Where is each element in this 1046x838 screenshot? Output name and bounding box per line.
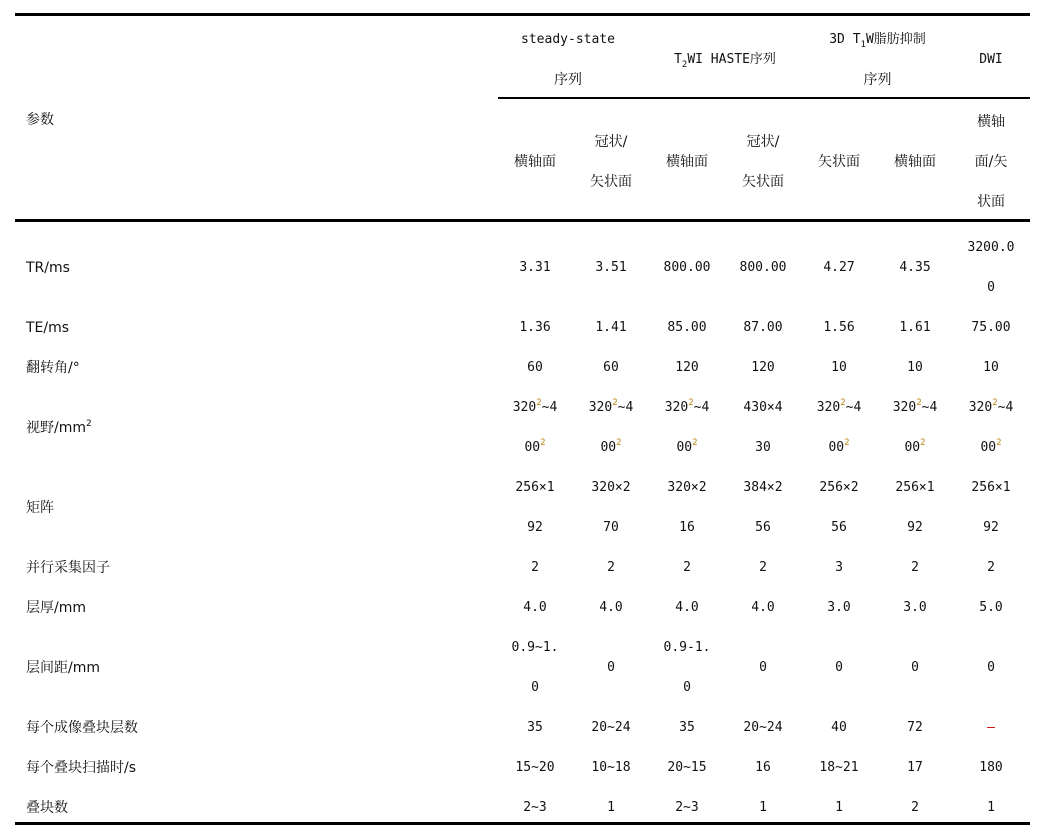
table-cell: 3.31	[519, 260, 551, 275]
row-label: 翻转角/°	[26, 360, 80, 376]
table-cell: 10	[907, 360, 923, 375]
subcol-header: 横轴面	[894, 154, 936, 170]
table-cell: 800.00	[663, 260, 711, 275]
table-cell: 0	[987, 280, 995, 295]
table-cell: 1	[607, 800, 615, 815]
table-cell: 4.0	[751, 600, 775, 615]
table-cell: $320^2\sim 4$	[892, 398, 938, 415]
table-cell: 92	[907, 520, 923, 535]
subcol-header: 横轴面	[666, 154, 708, 170]
subcol-header: 横轴面	[514, 154, 556, 170]
table-cell: 4.0	[599, 600, 623, 615]
group-3d-t1w-line2: 序列	[863, 72, 892, 88]
table-cell: $00^2$	[524, 438, 546, 455]
table-cell: 256×1	[895, 480, 935, 495]
table-cell: 256×1	[971, 480, 1011, 495]
table-cell: 3	[835, 560, 843, 575]
table-cell: 1	[759, 800, 767, 815]
group-3d-t1w: 3D $T_1W$脂肪抑制	[829, 32, 926, 50]
table-cell: 15~20	[515, 760, 555, 775]
table-cell: 2	[683, 560, 691, 575]
table-cell: 0	[607, 660, 615, 675]
table-cell: 60	[603, 360, 619, 375]
row-label: 层厚/mm	[26, 600, 86, 616]
row-label: 矩阵	[26, 500, 54, 516]
row-label: 每个叠块扫描时/s	[26, 760, 137, 776]
table-cell: $320^2\sim 4$	[968, 398, 1014, 415]
table-cell: 30	[755, 440, 771, 455]
table-cell: 2	[607, 560, 615, 575]
table-cell: 18~21	[819, 760, 859, 775]
table-cell: 320×2	[591, 480, 631, 495]
table-cell: 2	[759, 560, 767, 575]
table-cell: 3.51	[595, 260, 627, 275]
table-cell: 2	[911, 560, 919, 575]
table-cell: 87.00	[743, 320, 783, 335]
table-cell: 1	[835, 800, 843, 815]
table-cell: 20~15	[667, 760, 707, 775]
subcol-header: 矢状面	[742, 174, 784, 190]
table-cell: 430×4	[743, 400, 783, 415]
subcol-header: 横轴	[977, 114, 1005, 130]
table-cell: $320^2\sim 4$	[512, 398, 558, 415]
table-cell: 4.27	[823, 260, 855, 275]
table-cell: 3200.0	[967, 240, 1015, 255]
table-cell: 10~18	[591, 760, 631, 775]
table-cell: 10	[983, 360, 999, 375]
row-label: 并行采集因子	[26, 560, 110, 576]
table-cell: 4.0	[523, 600, 547, 615]
table-cell: 0	[987, 660, 995, 675]
table-cell: 0	[835, 660, 843, 675]
row-label: 每个成像叠块层数	[26, 720, 138, 736]
table-cell: 256×1	[515, 480, 555, 495]
table-cell: 3.0	[827, 600, 851, 615]
table-cell: 320×2	[667, 480, 707, 495]
table-cell: 2	[987, 560, 995, 575]
table-cell: 5.0	[979, 600, 1003, 615]
table-cell: $00^2$	[980, 438, 1002, 455]
row-label: 视野$/mm^2$	[26, 419, 92, 436]
subcol-header: 冠状/	[746, 134, 780, 150]
row-label: TE/ms	[26, 320, 70, 336]
table-cell: 384×2	[743, 480, 783, 495]
table-cell: 85.00	[667, 320, 707, 335]
table-cell: 56	[831, 520, 847, 535]
table-cell: 92	[983, 520, 999, 535]
table-cell: 75.00	[971, 320, 1011, 335]
table-cell: 20~24	[743, 720, 783, 735]
table-cell: $320^2\sim 4$	[816, 398, 862, 415]
table-cell: 35	[527, 720, 543, 735]
table-cell: $00^2$	[828, 438, 850, 455]
table-cell: $00^2$	[600, 438, 622, 455]
table-cell: $00^2$	[676, 438, 698, 455]
table-cell: 20~24	[591, 720, 631, 735]
table-cell: 0	[759, 660, 767, 675]
table-cell: –	[987, 720, 995, 735]
group-steady-state: steady-state	[521, 32, 615, 47]
subcol-header: 面/矢	[974, 154, 1008, 170]
param-header: 参数	[26, 112, 54, 128]
table-cell: 256×2	[819, 480, 859, 495]
group-steady-state-line2: 序列	[554, 72, 582, 88]
table-cell: $320^2\sim 4$	[664, 398, 710, 415]
table-cell: 60	[527, 360, 543, 375]
table-cell: 2~3	[675, 800, 699, 815]
table-cell: 92	[527, 520, 543, 535]
subcol-header: 矢状面	[590, 174, 632, 190]
table-top-rule	[15, 13, 1030, 16]
table-cell: $320^2\sim 4$	[588, 398, 634, 415]
table-cell: 0.9~1.	[511, 640, 559, 655]
table-cell: 0	[531, 680, 539, 695]
table-cell: 1.41	[595, 320, 627, 335]
subcol-header: 冠状/	[594, 134, 628, 150]
table-cell: 70	[603, 520, 619, 535]
table-cell: 2	[911, 800, 919, 815]
table-cell: 4.35	[899, 260, 931, 275]
table-cell: 56	[755, 520, 771, 535]
header-bottom-rule	[15, 219, 1030, 222]
table-cell: 16	[755, 760, 771, 775]
table-cell: 120	[675, 360, 699, 375]
row-label: TR/ms	[26, 260, 70, 276]
row-label: 层间距/mm	[26, 660, 100, 676]
table-cell: 120	[751, 360, 775, 375]
table-cell: 3.0	[903, 600, 927, 615]
group-t2wi-haste: $T_2WI$ HASTE序列	[674, 52, 776, 70]
table-cell: 16	[679, 520, 695, 535]
table-cell: 0	[911, 660, 919, 675]
table-cell: 800.00	[739, 260, 787, 275]
table-cell: 180	[979, 760, 1003, 775]
table-cell: 10	[831, 360, 847, 375]
table-cell: 35	[679, 720, 695, 735]
table-cell: 0	[683, 680, 691, 695]
table-cell: 2~3	[523, 800, 547, 815]
table-cell: 1	[987, 800, 995, 815]
table-cell: 40	[831, 720, 847, 735]
subcol-header: 矢状面	[818, 154, 860, 170]
table-cell: 2	[531, 560, 539, 575]
table-cell: 1.61	[899, 320, 931, 335]
table-cell: 1.36	[519, 320, 551, 335]
table-cell: 1.56	[823, 320, 855, 335]
table-cell: 4.0	[675, 600, 699, 615]
subcol-header: 状面	[977, 194, 1005, 210]
group-dwi: DWI	[979, 52, 1003, 67]
table-cell: 0.9-1.	[663, 640, 711, 655]
table-cell: 72	[907, 720, 923, 735]
row-label: 叠块数	[26, 800, 68, 816]
table-cell: $00^2$	[904, 438, 926, 455]
table-cell: 17	[907, 760, 923, 775]
